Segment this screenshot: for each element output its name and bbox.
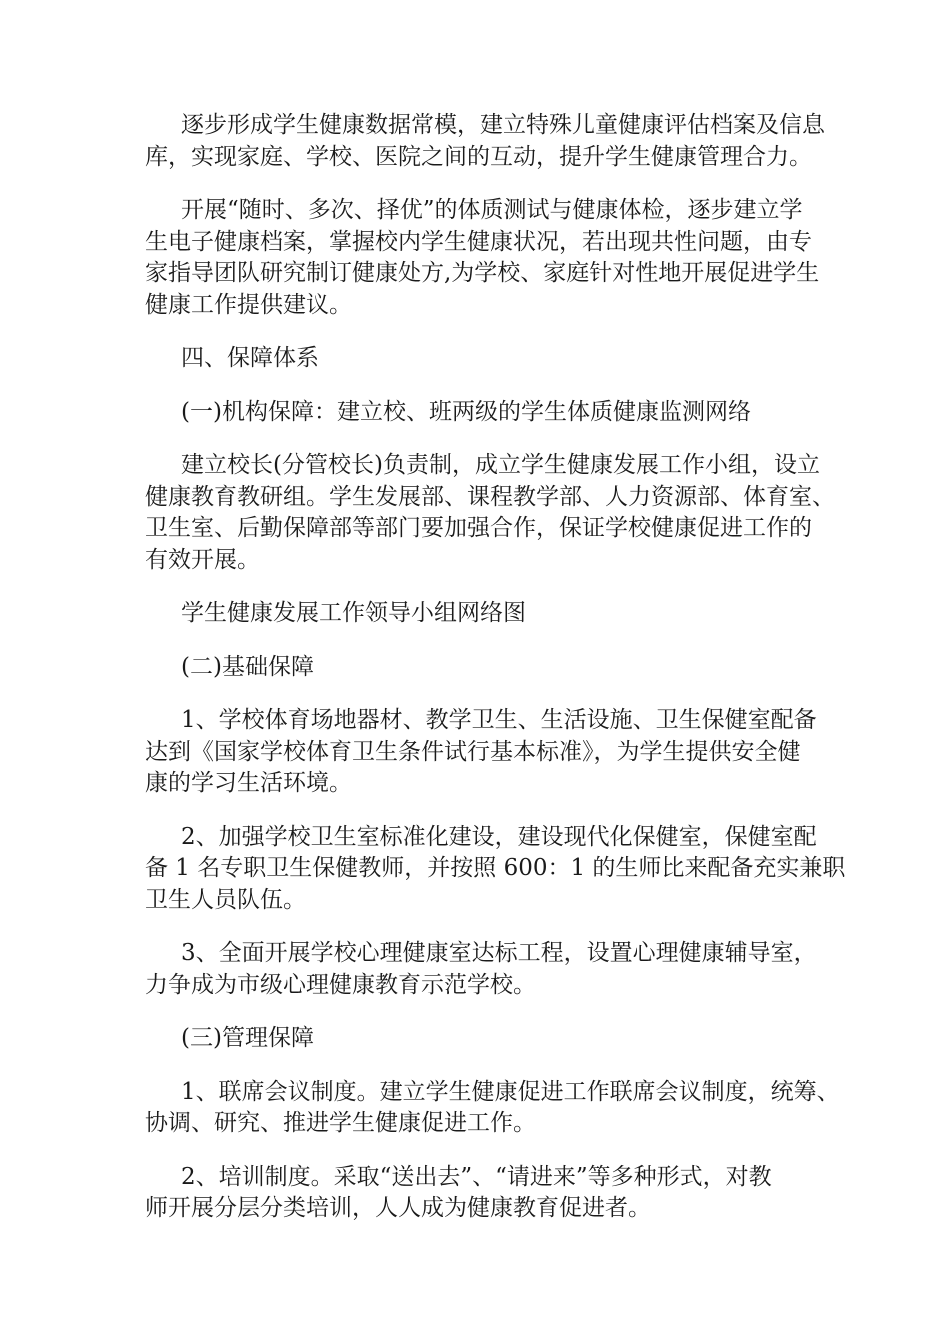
text-line: 1、学校体育场地器材、教学卫生、生活设施、卫生保健室配备 (181, 707, 817, 733)
text-line: 家指导团队研究制订健康处方,为学校、家庭针对性地开展促进学生 (145, 260, 820, 286)
text-line: 卫生室、后勤保障部等部门要加强合作，保证学校健康促进工作的 (145, 515, 812, 541)
text-line: 2、培训制度。采取“送出去”、“请进来”等多种形式，对教 (181, 1163, 772, 1190)
text-line: 生电子健康档案，掌握校内学生健康状况，若出现共性问题，由专 (145, 228, 812, 255)
paragraph (145, 652, 835, 684)
paragraph (145, 110, 835, 173)
paragraph (145, 938, 835, 1001)
text-line: 健康教育教研组。学生发展部、课程教学部、人力资源部、体育室、 (145, 483, 835, 510)
text-line: (一)机构保障：建立校、班两级的学生体质健康监测网络 (181, 398, 751, 425)
text-line: 达到《国家学校体育卫生条件试行基本标准》，为学生提供安全健 (145, 738, 801, 765)
paragraph (145, 195, 835, 321)
text-line: 2、加强学校卫生室标准化建设，建设现代化保健室，保健室配 (181, 823, 817, 850)
text-line: 学生健康发展工作领导小组网络图 (181, 600, 526, 626)
text-line: 康的学习生活环境。 (145, 770, 352, 796)
text-line: 协调、研究、推进学生健康促进工作。 (145, 1110, 536, 1136)
text-line: 四、保障体系 (181, 345, 319, 371)
text-line: 卫生人员队伍。 (145, 886, 306, 913)
paragraph (145, 343, 835, 375)
text-line: 师开展分层分类培训，人人成为健康教育促进者。 (145, 1195, 651, 1221)
text-line: 备 1 名专职卫生保健教师，并按照 600：1 的生师比来配备充实兼职 (145, 855, 846, 881)
paragraph (145, 1162, 835, 1225)
paragraph (145, 397, 835, 429)
text-line: 有效开展。 (145, 546, 260, 573)
text-line: 健康工作提供建议。 (145, 291, 352, 318)
paragraph (145, 598, 835, 630)
paragraph (145, 1077, 840, 1140)
text-line: 建立校长(分管校长)负责制，成立学生健康发展工作小组，设立 (181, 452, 820, 478)
paragraph (145, 450, 835, 576)
text-line: (三)管理保障 (181, 1025, 314, 1051)
paragraph (145, 1023, 835, 1055)
text-line: 力争成为市级心理健康教育示范学校。 (145, 971, 536, 998)
paragraph (145, 705, 835, 800)
paragraph (145, 822, 846, 917)
text-line: 3、全面开展学校心理健康室达标工程，设置心理健康辅导室， (181, 940, 817, 966)
text-line: 逐步形成学生健康数据常模，建立特殊儿童健康评估档案及信息 (181, 112, 825, 138)
text-line: 库，实现家庭、学校、医院之间的互动，提升学生健康管理合力。 (145, 143, 812, 170)
text-line: 1、联席会议制度。建立学生健康促进工作联席会议制度，统筹、 (181, 1078, 840, 1105)
document-body (145, 110, 846, 1247)
text-line: (二)基础保障 (181, 653, 314, 680)
text-line: 开展“随时、多次、择优”的体质测试与健康体检，逐步建立学 (181, 197, 803, 223)
